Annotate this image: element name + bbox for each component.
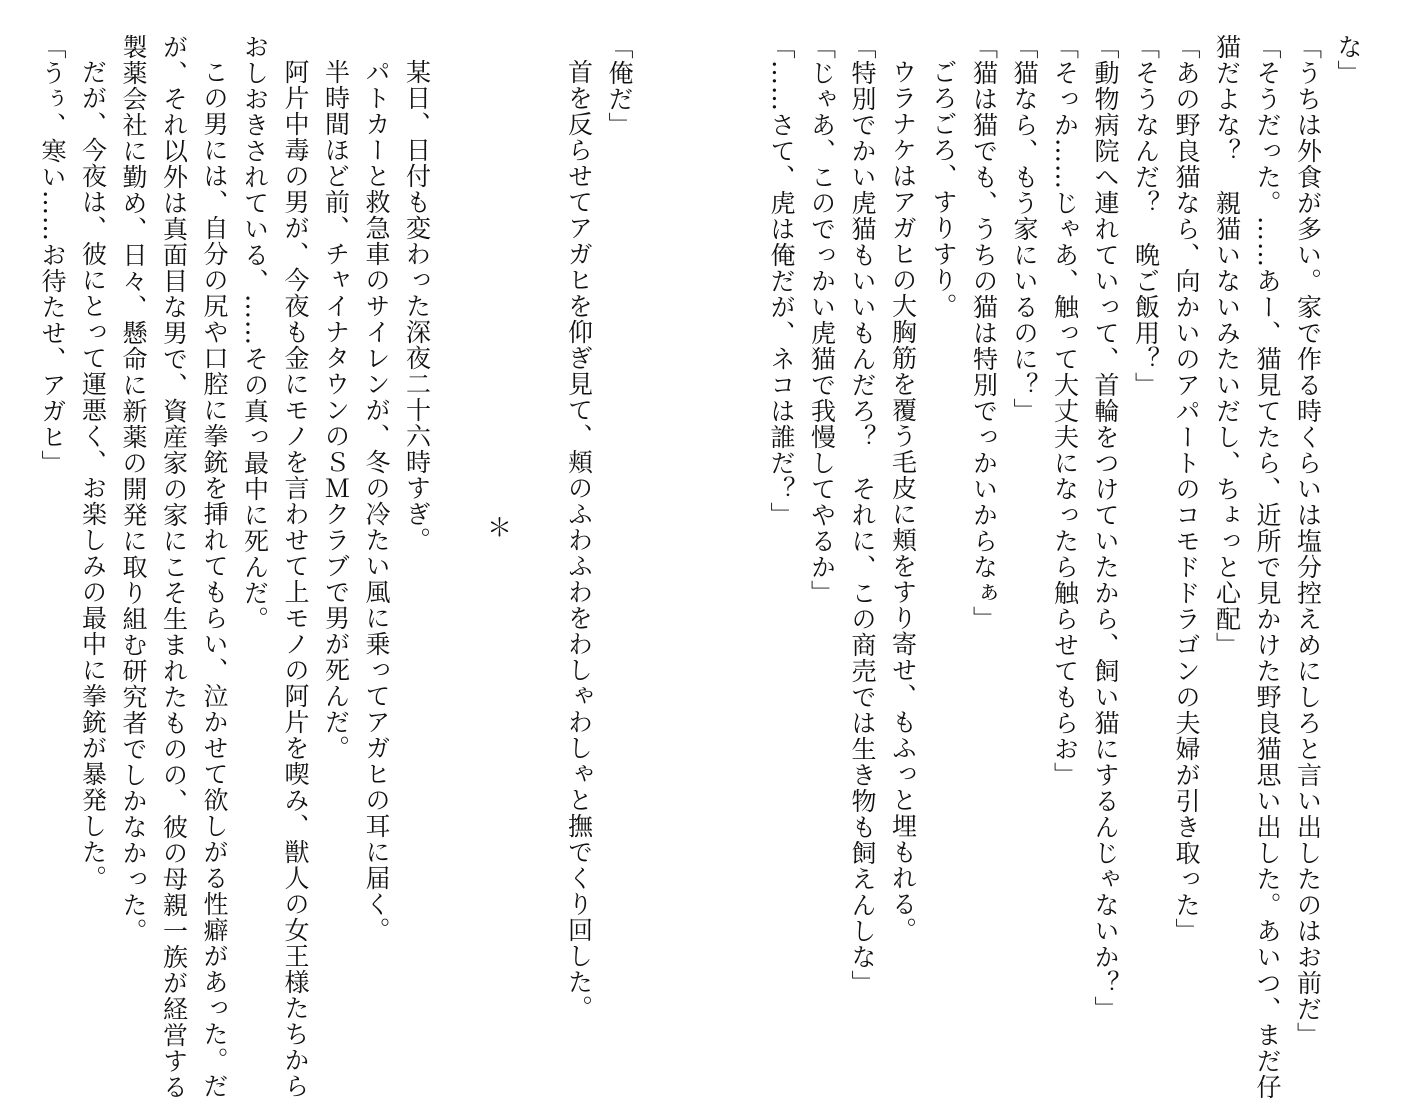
text-line: 某日、日付も変わった深夜二十六時すぎ。 xyxy=(402,59,432,553)
text-line: 半時間ほど前、チャイナタウンのＳＭクラブで男が死んだ。 xyxy=(321,59,351,761)
text-line: 「そっか……じゃあ、触って大丈夫になったら触らせてもらお」 xyxy=(1050,34,1080,788)
text-line: 「うぅ、寒い……お待たせ、アガヒ」 xyxy=(38,34,67,476)
blank-line xyxy=(720,34,761,974)
text-line: が、それ以外は真面目な男で、資産家の家にこそ生まれたものの、彼の母親一族が経営する xyxy=(159,34,189,1100)
text-line: 「猫は猫でも、うちの猫は特別でっかいからなぁ」 xyxy=(969,34,999,632)
text-line: 「動物病院へ連れていって、首輪をつけていたから、飼い猫にするんじゃないか？」 xyxy=(1091,34,1120,1022)
text-line: 製薬会社に勤め、日々、懸命に新薬の開発に取り組む研究者でしかなかった。 xyxy=(119,34,148,944)
section-break-asterisk: ＊ xyxy=(483,514,513,540)
text-line: 首を反らせてアガヒを仰ぎ見て、頬のふわふわをわしゃわしゃと撫でくり回した。 xyxy=(564,59,594,1021)
text-line: 「特別でかい虎猫もいいもんだろ？ それに、この商売では生き物も飼えんしな」 xyxy=(848,34,877,996)
text-line: 猫だよな？ 親猫いないみたいだし、ちょっと心配」 xyxy=(1212,34,1242,658)
text-line: 「うちは外食が多い。家で作る時くらいは塩分控えめにしろと言い出したのはお前だ」 xyxy=(1293,34,1323,1048)
blank-line xyxy=(639,34,680,974)
vertical-text-body xyxy=(32,34,1369,1100)
text-line: この男には、自分の尻や口腔に拳銃を挿れてもらい、泣かせて欲しがる性癖があった。だ xyxy=(200,59,229,1099)
blank-line xyxy=(680,34,721,974)
text-line: 「あの野良猫なら、向かいのアパートのコモドドラゴンの夫婦が引き取った」 xyxy=(1172,34,1201,944)
text-line: 阿片中毒の男が、今夜も金にモノを言わせて上モノの阿片を喫み、獣人の女王様たちから xyxy=(281,59,310,1099)
text-line: 「そうなんだ？ 晩ご飯用？」 xyxy=(1131,34,1161,398)
text-line: 「じゃあ、このでっかい虎猫で我慢してやるか」 xyxy=(807,34,837,606)
blank-line xyxy=(518,34,559,974)
text-line: おしおきされている、……その真っ最中に死んだ。 xyxy=(240,34,270,632)
text-line: ごろごろ、すりすり。 xyxy=(929,59,958,319)
blank-line xyxy=(437,34,478,974)
text-line: だが、今夜は、彼にとって運悪く、お楽しみの最中に拳銃が暴発した。 xyxy=(78,59,108,891)
text-line: パトカーと救急車のサイレンが、冬の冷たい風に乗ってアガヒの耳に届く。 xyxy=(362,59,391,943)
text-line: 「……さて、虎は俺だが、ネコは誰だ？」 xyxy=(767,34,796,528)
text-line: 「そうだった。……あー、猫見てたら、近所で見かけた野良猫思い出した。あいつ、まだ仔 xyxy=(1253,34,1282,1100)
text-line: 「猫なら、もう家にいるのに？」 xyxy=(1010,34,1039,424)
text-line: な」 xyxy=(1334,34,1363,86)
text-line: 「俺だ」 xyxy=(605,34,634,138)
text-line: ウラナケはアガヒの大胸筋を覆う毛皮に頬をすり寄せ、もふっと埋もれる。 xyxy=(888,59,918,943)
